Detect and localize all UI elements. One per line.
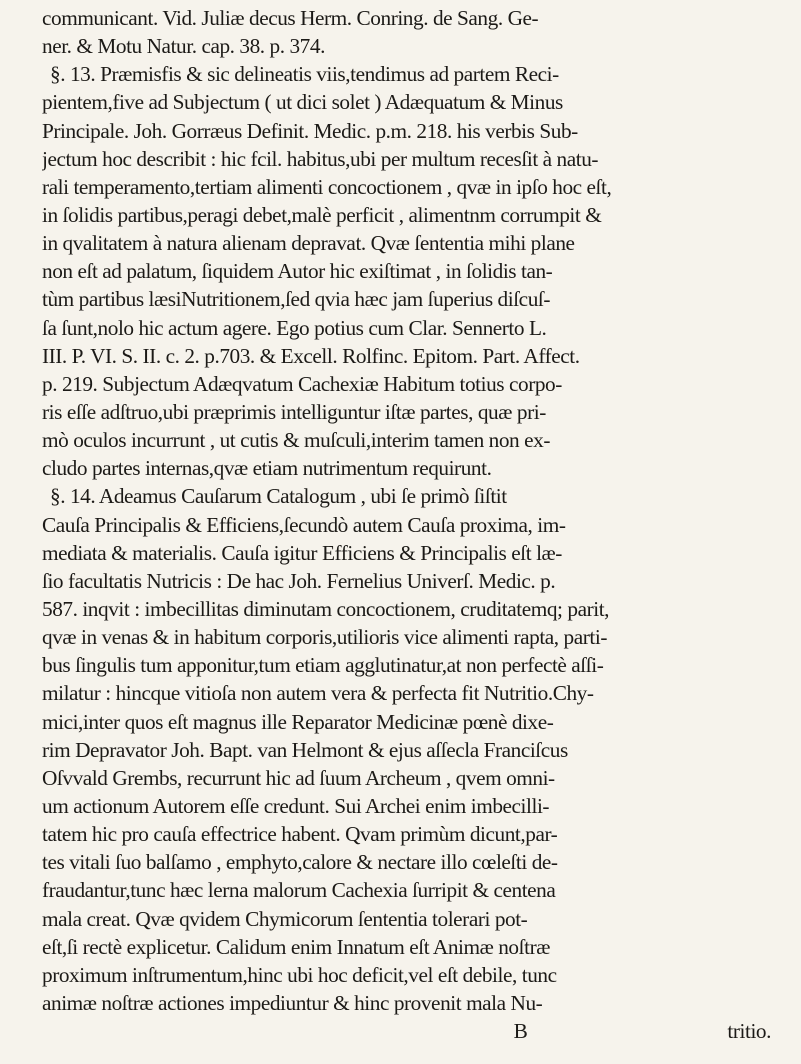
text-line-25: milatur : hincque vitioſa non autem vera & perfecta fit Nutritio.Chy- <box>42 681 594 706</box>
text-line-7: rali temperamento,tertiam alimenti concoctionem , qvæ in ipſo hoc eſt, <box>42 174 612 199</box>
text-line-28: Oſvvald Grembs, recurrunt hic ad ſuum Archeum , qvem omni- <box>42 765 555 790</box>
catchword: tritio. <box>727 1019 771 1044</box>
page-footer-line <box>42 1017 777 1045</box>
text-line-16: mò oculos incurrunt , ut cutis & muſculi,interim tamen non ex- <box>42 428 550 453</box>
text-line-32: fraudantur,tunc hæc lerna malorum Cachexia ſurripit & centena <box>42 878 556 903</box>
signature-mark: B <box>513 1019 528 1044</box>
text-line-5: Principale. Joh. Gorræus Definit. Medic. p.m. 218. his verbis Sub- <box>42 118 578 143</box>
text-line-26: mici,inter quos eſt magnus ille Reparator Medicinæ pœnè dixe- <box>42 709 554 734</box>
text-line-33: mala creat. Qvæ qvidem Chymicorum ſententia tolerari pot- <box>42 906 528 931</box>
text-line-15: ris eſſe adſtruo,ubi præprimis intelliguntur iſtæ partes, quæ pri- <box>42 399 546 424</box>
text-line-8: in ſolidis partibus,peragi debet,malè perficit , alimentnm corrumpit & <box>42 202 602 227</box>
text-line-12: ſa ſunt,nolo hic actum agere. Ego potius cum Clar. Sennerto L. <box>42 315 547 340</box>
text-line-6: jectum hoc describit : hic fcil. habitus,ubi per multum recesſit à natu- <box>42 146 599 171</box>
text-line-22: 587. inqvit : imbecillitas diminutam concoctionem, cruditatemq; parit, <box>42 596 610 621</box>
text-line-11: tùm partibus læsiNutritionem,ſed qvia hæc jam ſuperius diſcuſ- <box>42 287 550 312</box>
text-line-2: ner. & Motu Natur. cap. 38. p. 374. <box>42 34 325 59</box>
text-line-18: §. 14. Adeamus Cauſarum Catalogum , ubi ſe primò ſiſtit <box>50 484 507 509</box>
text-line-14: p. 219. Subjectum Adæqvatum Cachexiæ Habitum totius corpo- <box>42 371 562 396</box>
text-line-1: communicant. Vid. Juliæ decus Herm. Conring. de Sang. Ge- <box>42 6 539 30</box>
text-line-19: Cauſa Principalis & Efficiens,ſecundò autem Cauſa proxima, im- <box>42 512 566 537</box>
text-line-23: qvæ in venas & in habitum corporis,utilioris vice alimenti rapta, parti- <box>42 625 607 650</box>
text-line-35: proximum inſtrumentum,hinc ubi hoc deficit,vel eſt debile, tunc <box>42 962 557 987</box>
text-line-36: animæ noſtræ actiones impediuntur & hinc provenit mala Nu- <box>42 990 543 1015</box>
text-line-27: rim Depravator Joh. Bapt. van Helmont & ejus aſſecla Franciſcus <box>42 737 568 762</box>
text-line-31: tes vitali ſuo balſamo , emphyto,calore & nectare illo cœleſti de- <box>42 850 558 875</box>
text-line-20: mediata & materialis. Cauſa igitur Efficiens & Principalis eſt læ- <box>42 540 562 565</box>
text-line-13: III. P. VI. S. II. c. 2. p.703. & Excell. Rolfinc. Epitom. Part. Affect. <box>42 343 580 368</box>
text-line-4: pientem,five ad Subjectum ( ut dici solet ) Adæquatum & Minus <box>42 90 563 115</box>
text-line-3: §. 13. Præmisfis & sic delineatis viis,tendimus ad partem Reci- <box>50 62 559 87</box>
text-line-21: ſio facultatis Nutricis : De hac Joh. Fernelius Univerſ. Medic. p. <box>42 568 556 593</box>
text-line-24: bus ſingulis tum apponitur,tum etiam agglutinatur,at non perfectè aſſi- <box>42 653 604 678</box>
text-line-10: non eſt ad palatum, ſiquidem Autor hic exiſtimat , in ſolidis tan- <box>42 259 553 284</box>
text-line-30: tatem hic pro cauſa effectrice habent. Qvam primùm dicunt,par- <box>42 822 558 847</box>
text-line-34: eſt,ſi rectè explicetur. Calidum enim Innatum eſt Animæ noſtræ <box>42 934 550 959</box>
text-line-9: in qvalitatem à natura alienam depravat. Qvæ ſententia mihi plane <box>42 231 575 256</box>
text-line-17: cludo partes internas,qvæ etiam nutrimentum requirunt. <box>42 456 492 481</box>
text-line-29: um actionum Autorem eſſe credunt. Sui Archei enim imbecilli- <box>42 793 550 818</box>
